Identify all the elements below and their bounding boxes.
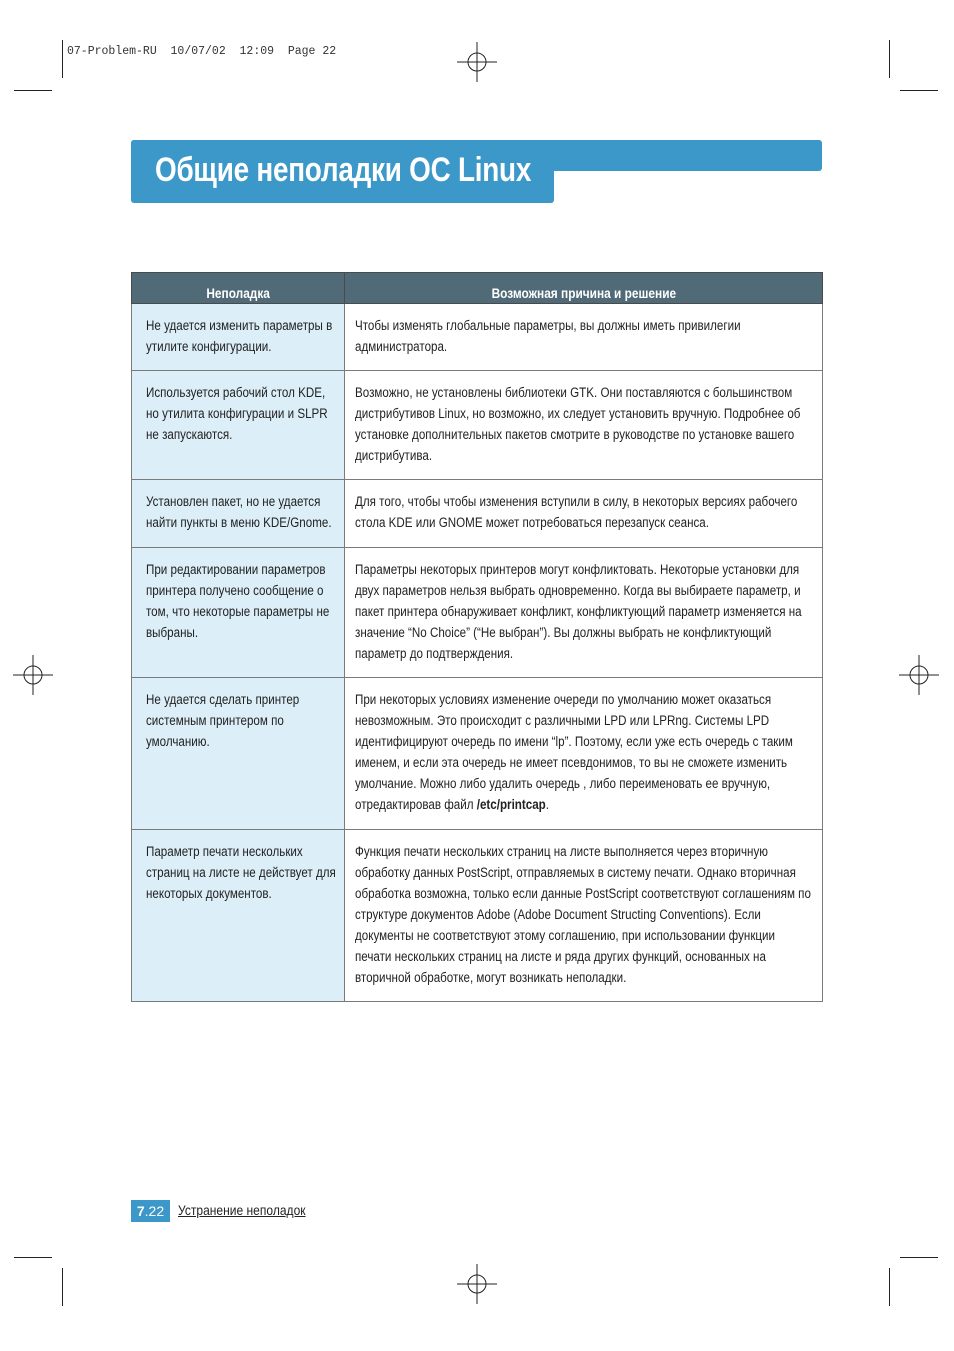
table-row [132, 678, 823, 830]
table-row [132, 304, 823, 371]
crop-mark-tl-h [14, 90, 52, 91]
troubleshooting-table [131, 272, 823, 1002]
solution-cell: При некоторых условиях изменение очереди по умолчанию может оказаться невозможным. Это происходит с различными LPD или LPRng. Системы LPD идентифицируют очередь по имени “lp”. Поэтому, если уже есть очередь с таким именем, и если эта очередь не имеет псевдонимов, то вы не сможете изменить умолчание. Можно либо удалить очередь , либо переименовать ее вручную, отредактировав файл /etc/printcap. [345, 678, 823, 830]
problem-cell: Не удается изменить параметры в утилите конфигурации. [132, 304, 345, 371]
table-row [132, 830, 823, 1002]
column-header-problem: Неполадка [132, 273, 345, 304]
column-header-solution: Возможная причина и решение [345, 273, 823, 304]
registration-mark-top-icon [457, 42, 497, 82]
footer-section-title: Устранение неполадок [178, 1202, 306, 1218]
table-header-row [132, 273, 823, 304]
page-title: Общие неполадки ОС Linux [155, 151, 532, 189]
crop-mark-bl-h [14, 1257, 52, 1258]
solution-cell: Параметры некоторых принтеров могут конфликтовать. Некоторые установки для двух параметров нельзя выбрать одновременно. Когда вы выбираете параметр, и пакет принтера обнаруживает конфликт, конфликтующий параметр изменяется на значение “No Choice” (“Не выбран”). Вы должны выбрать не конфликтующий параметр до подтверждения. [345, 548, 823, 678]
registration-mark-left-icon [13, 655, 53, 695]
problem-cell: При редактировании параметров принтера получено сообщение о том, что некоторые параметры не выбраны. [132, 548, 345, 678]
registration-mark-bottom-icon [457, 1264, 497, 1304]
print-slug: 07-Problem-RU 10/07/02 12:09 Page 22 [67, 45, 337, 58]
page-number-badge: 7.22 [131, 1200, 170, 1222]
solution-cell: Для того, чтобы чтобы изменения вступили в силу, в некоторых версиях рабочего стола KDE или GNOME может потребоваться перезапуск сеанса. [345, 480, 823, 548]
table-row [132, 371, 823, 480]
problem-cell: Используется рабочий стол KDE, но утилита конфигурации и SLPR не запускаются. [132, 371, 345, 480]
crop-mark-tr-h [900, 90, 938, 91]
crop-mark-tr-v [889, 40, 890, 78]
crop-mark-br-v [889, 1268, 890, 1306]
printcap-path: /etc/printcap [476, 797, 546, 812]
problem-cell: Не удается сделать принтер системным принтером по умолчанию. [132, 678, 345, 830]
solution-cell: Чтобы изменять глобальные параметры, вы должны иметь привилегии администратора. [345, 304, 823, 371]
table-row [132, 480, 823, 548]
crop-mark-tl-v [62, 40, 63, 78]
solution-cell: Функция печати нескольких страниц на листе выполняется через вторичную обработку данных PostScript, отправляемых в систему печати. Однако вторичная обработка возможна, только если данные PostScript соответствуют соглашениям по структуре документов Adobe (Adobe Document Structing Conventions). Если документы не соответствуют этому соглашению, при использовании функции печати нескольких страниц на листе и ряда других функций, основанных на вторичной обработке, могут возникать неполадки. [345, 830, 823, 1002]
crop-mark-bl-v [62, 1268, 63, 1306]
problem-cell: Установлен пакет, но не удается найти пункты в меню KDE/Gnome. [132, 480, 345, 548]
crop-mark-br-h [900, 1257, 938, 1258]
problem-cell: Параметр печати нескольких страниц на листе не действует для некоторых документов. [132, 830, 345, 1002]
solution-cell: Возможно, не установлены библиотеки GTK. Они поставляются с большинством дистрибутивов Linux, но возможно, их следует установить вручную. Подробнее об установке дополнительных пакетов смотрите в руководстве по установке вашего дистрибутива. [345, 371, 823, 480]
registration-mark-right-icon [899, 655, 939, 695]
table-row [132, 548, 823, 678]
